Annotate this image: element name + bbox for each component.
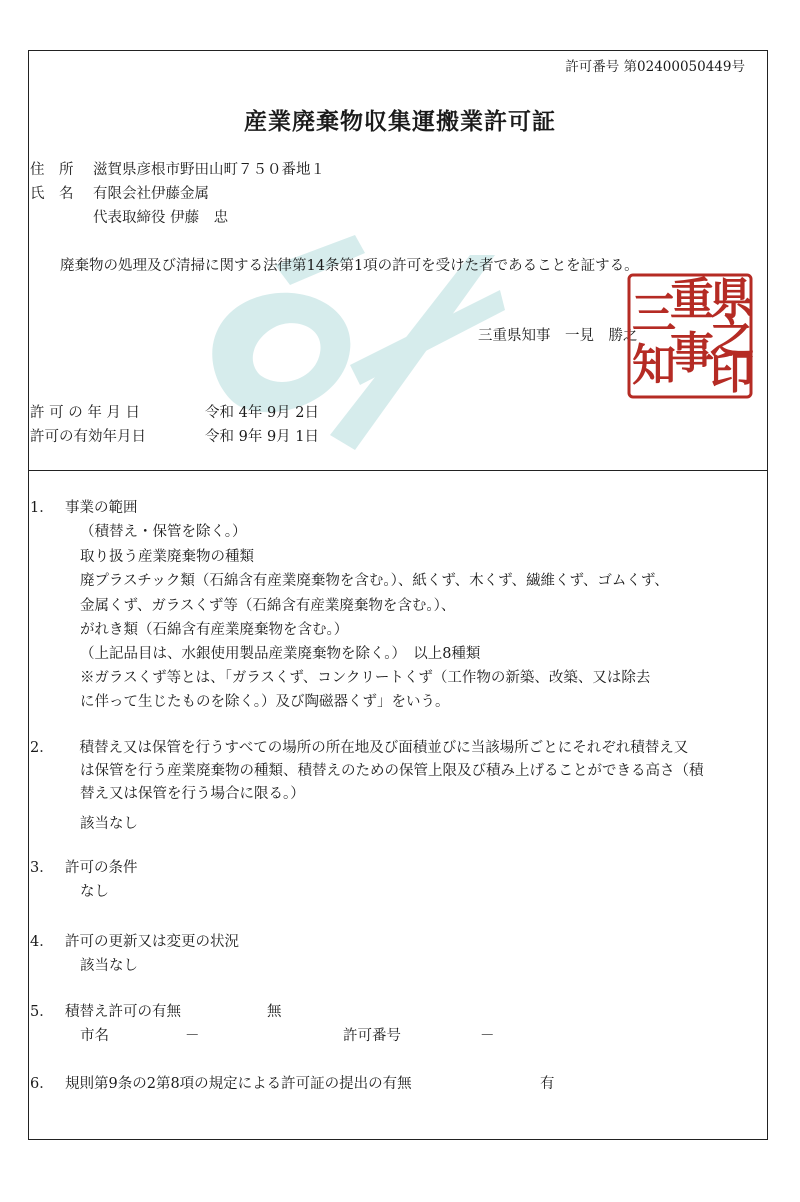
expiry-date: 令和 9年 9月 1日	[205, 429, 320, 445]
section-6-number: 6．	[30, 1076, 54, 1092]
section-3-value: なし	[80, 884, 109, 900]
certification-statement: 廃棄物の処理及び清掃に関する法律第14条第1項の許可を受けた者であることを証する。	[60, 258, 639, 274]
section-6-value: 有	[540, 1076, 555, 1092]
section-2-line: は保管を行う産業廃棄物の種類、積替えのための保管上限及び積み上げることができる高さ（積	[80, 763, 704, 779]
section-2-line: 替え又は保管を行う場合に限る。）	[80, 786, 305, 802]
section-3-number: 3．	[30, 860, 54, 876]
seal-char: 知	[632, 340, 676, 391]
section-5-value: 無	[267, 1004, 282, 1020]
section-1-title: 事業の範囲	[65, 500, 138, 516]
official-seal	[626, 272, 754, 400]
company-name: 有限会社伊藤金属	[93, 186, 209, 202]
permit-date: 令和 4年 9月 2日	[205, 405, 320, 421]
section-5-title: 積替え許可の有無	[65, 1004, 181, 1020]
issuer-name: 三重県知事 一見 勝之	[478, 328, 638, 344]
section-1-line: ※ガラスくず等とは、「ガラスくず、コンクリートくず（工作物の新築、改築、又は除去	[80, 670, 651, 686]
section-1-line: （上記品目は、水銀使用製品産業廃棄物を除く。） 以上8種類	[80, 646, 481, 662]
representative-name: 代表取締役 伊藤 忠	[93, 210, 229, 226]
section-2-line: 積替え又は保管を行うすべての場所の所在地及び面積並びに当該場所ごとにそれぞれ積替え又	[65, 740, 689, 756]
section-1-line: に伴って生じたものを除く。）及び陶磁器くず」をいう。	[80, 694, 450, 710]
section-6-title: 規則第9条の2第8項の規定による許可証の提出の有無	[65, 1076, 412, 1092]
section-4-value: 該当なし	[80, 958, 138, 974]
seal-char: 事	[670, 328, 714, 379]
section-4-title: 許可の更新又は変更の状況	[65, 934, 239, 950]
seal-char: 県	[710, 274, 754, 325]
address-value: 滋賀県彦根市野田山町７５０番地１	[93, 162, 325, 178]
seal-char: 之	[710, 312, 754, 363]
seal-char: 重	[670, 274, 714, 325]
transfer-permit-label: 許可番号	[343, 1028, 401, 1044]
city-value: －	[185, 1028, 200, 1044]
section-1-number: 1．	[30, 500, 54, 516]
section-divider	[28, 470, 768, 471]
section-1-line: （積替え・保管を除く。）	[80, 524, 247, 540]
section-4-number: 4．	[30, 934, 54, 950]
section-2-number: 2．	[30, 740, 54, 756]
seal-char: 三	[632, 288, 676, 339]
section-1-line: 金属くず、ガラスくず等（石綿含有産業廃棄物を含む。）、	[80, 598, 456, 614]
transfer-permit-value: －	[480, 1028, 495, 1044]
expiry-date-label: 許可の有効年月日	[30, 429, 146, 445]
section-1-line: 取り扱う産業廃棄物の種類	[80, 549, 254, 565]
address-label: 住 所	[30, 162, 74, 178]
section-1-line: 廃プラスチック類（石綿含有産業廃棄物を含む。）、紙くず、木くず、繊維くず、ゴムくず、	[80, 573, 669, 589]
name-label: 氏 名	[30, 186, 74, 202]
section-5-number: 5．	[30, 1004, 54, 1020]
permit-date-label: 許 可 の 年 月 日	[30, 405, 141, 421]
section-3-title: 許可の条件	[65, 860, 138, 876]
seal-char: 印	[710, 348, 754, 399]
section-2-value: 該当なし	[80, 816, 138, 832]
city-label: 市名	[80, 1028, 109, 1044]
section-1-line: がれき類（石綿含有産業廃棄物を含む。）	[80, 622, 349, 638]
document-title: 産業廃棄物収集運搬業許可証	[244, 108, 556, 135]
permit-number: 許可番号 第02400050449号	[565, 59, 745, 75]
